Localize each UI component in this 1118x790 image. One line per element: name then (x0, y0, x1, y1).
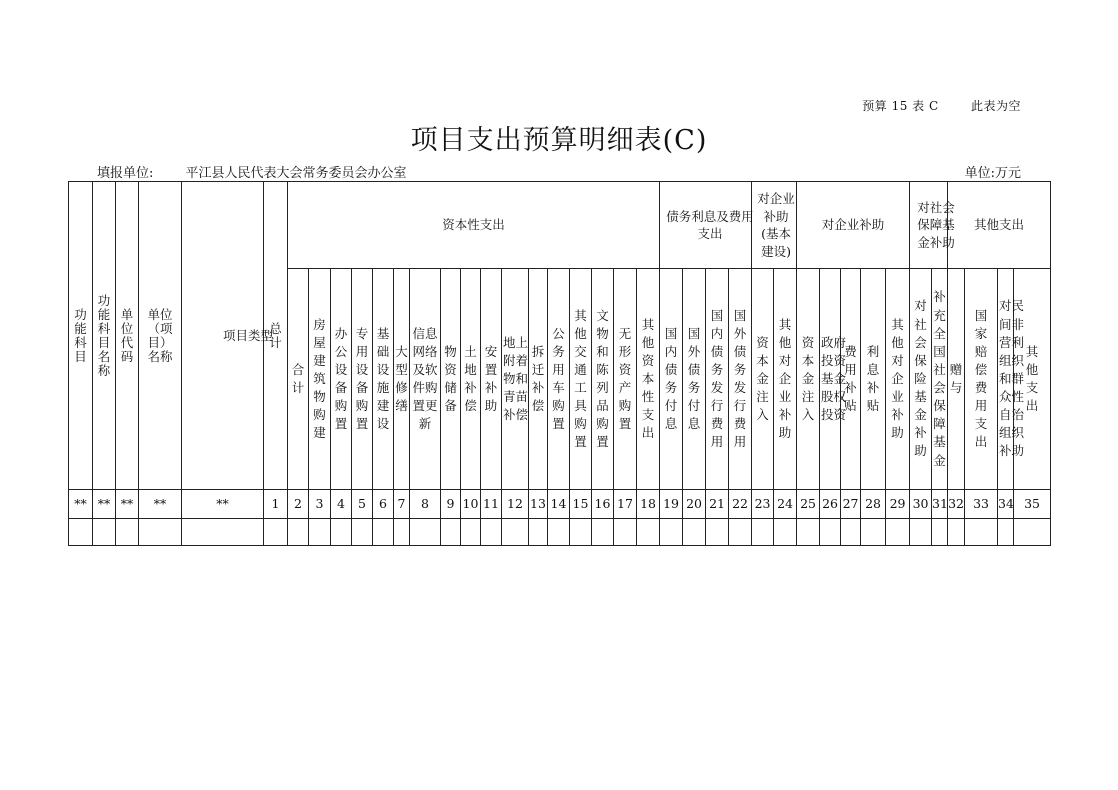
empty-cell (548, 519, 570, 546)
header-label: 总计 (269, 320, 282, 350)
code-cell: 5 (352, 490, 373, 519)
column-header (331, 269, 352, 490)
currency-unit: 单位:万元 (964, 166, 1021, 181)
header-cell (182, 182, 273, 490)
column-header-label: 其他资本性支出 (641, 316, 655, 441)
column-header-label: 公务用车购置 (552, 325, 565, 432)
empty-cell (683, 519, 706, 546)
column-header (410, 269, 441, 490)
header-label: 项目类型 (222, 327, 273, 343)
code-cell: 27 (841, 490, 861, 519)
group-header (752, 182, 797, 269)
column-header (441, 269, 461, 490)
empty-cell (660, 519, 683, 546)
empty-cell (570, 519, 592, 546)
empty-cell (948, 519, 965, 546)
empty-cell (614, 519, 637, 546)
group-header-label: 债务利息及费用支出 (666, 208, 754, 241)
column-header (614, 269, 637, 490)
code-cell: 32 (948, 490, 965, 519)
column-header-label: 其他支出 (1025, 343, 1039, 414)
column-header (570, 269, 592, 490)
column-header (729, 269, 752, 490)
column-header (309, 269, 331, 490)
empty-cell (886, 519, 910, 546)
column-header-label: 国外债务发行费用 (733, 307, 747, 450)
column-header-label: 政府投资基金股权投资 (821, 334, 847, 423)
table-code-note (862, 97, 1021, 114)
column-header-label: 大型修缮 (395, 343, 408, 414)
column-header-label: 文物和陈列品购置 (596, 307, 609, 450)
code-cell: 1 (264, 490, 288, 519)
header-label: 功能科目名称 (97, 292, 111, 378)
header-label: 单位（项目）名称 (147, 306, 173, 364)
column-header-label: 安置补助 (484, 343, 498, 414)
empty-cell (706, 519, 729, 546)
column-header-label: 国内债务发行费用 (710, 307, 724, 450)
empty-cell (820, 519, 841, 546)
column-header (774, 269, 797, 490)
column-header-label: 国外债务付息 (687, 325, 701, 432)
empty-cell (116, 519, 139, 546)
code-cell: 30 (910, 490, 932, 519)
empty-cell (93, 519, 116, 546)
code-cell: 14 (548, 490, 570, 519)
group-header-label: 资本性支出 (442, 217, 505, 233)
empty-cell (394, 519, 410, 546)
column-header (394, 269, 410, 490)
column-header (288, 269, 309, 490)
empty-cell (637, 519, 660, 546)
column-header (352, 269, 373, 490)
code-cell: 8 (410, 490, 441, 519)
column-header-label: 对民间非营利组织和群众性自治组织补助 (999, 298, 1025, 459)
code-cell: ** (139, 490, 182, 519)
empty-cell (502, 519, 529, 546)
empty-cell (592, 519, 614, 546)
column-header (932, 269, 948, 490)
code-cell: 13 (529, 490, 548, 519)
code-cell: 29 (886, 490, 910, 519)
group-header-label: 对社会保障基金补助 (917, 199, 955, 250)
group-header (288, 182, 660, 269)
column-header-label: 补充全国社会保障基金 (933, 289, 946, 468)
column-header-label: 国内债务付息 (664, 325, 678, 432)
code-cell: 35 (1014, 490, 1051, 519)
empty-cell (752, 519, 774, 546)
column-header (910, 269, 932, 490)
empty-cell (998, 519, 1014, 546)
column-header (752, 269, 774, 490)
code-cell: ** (182, 490, 264, 519)
code-cell: 9 (441, 490, 461, 519)
code-cell: 21 (706, 490, 729, 519)
header-label: 功能科目 (74, 306, 87, 364)
code-cell: 20 (683, 490, 706, 519)
column-header (660, 269, 683, 490)
group-header (797, 182, 910, 269)
empty-cell (1014, 519, 1051, 546)
column-header (797, 269, 820, 490)
column-header-label: 办公设备购置 (334, 325, 348, 432)
column-header (481, 269, 502, 490)
column-header-label: 费用补贴 (844, 343, 857, 414)
code-cell: ** (69, 490, 93, 519)
header-cell (93, 182, 116, 490)
empty-cell (331, 519, 352, 546)
column-header (948, 269, 965, 490)
column-header-label: 对社会保险基金补助 (914, 298, 927, 459)
empty-cell (841, 519, 861, 546)
empty-cell (139, 519, 182, 546)
page-title: 项目支出预算明细表(C) (410, 125, 708, 156)
code-cell: 12 (502, 490, 529, 519)
code-cell: 3 (309, 490, 331, 519)
column-header-label: 土地补偿 (464, 343, 477, 414)
code-cell: 15 (570, 490, 592, 519)
code-cell: 2 (288, 490, 309, 519)
column-header (841, 269, 861, 490)
group-header-label: 对企业补助 (821, 217, 885, 233)
code-cell: 16 (592, 490, 614, 519)
column-header (861, 269, 886, 490)
column-header (637, 269, 660, 490)
group-header-label: 其他支出 (974, 217, 1025, 233)
code-cell: 6 (373, 490, 394, 519)
code-cell: 7 (394, 490, 410, 519)
budget-table (68, 181, 1051, 546)
header-cell (69, 182, 93, 490)
code-cell: 18 (637, 490, 660, 519)
column-header (373, 269, 394, 490)
empty-cell (441, 519, 461, 546)
code-cell: 23 (752, 490, 774, 519)
empty-cell (965, 519, 998, 546)
empty-table-remark: 此表为空 (970, 99, 1021, 113)
group-header (948, 182, 1051, 269)
group-header (660, 182, 752, 269)
column-header-label: 合计 (291, 361, 305, 395)
group-header (910, 182, 955, 269)
column-header (592, 269, 614, 490)
column-header-label: 其他对企业补助 (891, 316, 904, 441)
code-cell: 26 (820, 490, 841, 519)
code-cell: 4 (331, 490, 352, 519)
empty-cell (288, 519, 309, 546)
column-header-label: 其他交通工具购置 (574, 307, 587, 450)
column-header-label: 地上附着物和青苗补偿 (502, 334, 528, 423)
fill-unit-label: 填报单位: (97, 166, 154, 181)
code-cell: 34 (998, 490, 1014, 519)
code-cell: ** (93, 490, 116, 519)
empty-cell (529, 519, 548, 546)
code-cell: 11 (481, 490, 502, 519)
column-header-label: 资本金注入 (801, 334, 815, 423)
column-header-label: 无形资产购置 (618, 325, 632, 432)
empty-cell (264, 519, 288, 546)
column-header-label: 专用设备购置 (355, 325, 369, 432)
header-cell (139, 182, 182, 490)
column-header (820, 269, 847, 490)
empty-cell (410, 519, 441, 546)
column-header (502, 269, 529, 490)
empty-cell (932, 519, 948, 546)
column-header-label: 基础设施建设 (376, 325, 390, 432)
column-header-label: 信息网络及软件购置更新 (412, 325, 438, 432)
empty-cell (182, 519, 264, 546)
column-header-label: 资本金注入 (756, 334, 769, 423)
empty-cell (910, 519, 932, 546)
column-header (529, 269, 548, 490)
code-cell: 19 (660, 490, 683, 519)
code-cell: 33 (965, 490, 998, 519)
column-header-label: 房屋建筑物购建 (313, 316, 326, 441)
code-cell: 24 (774, 490, 797, 519)
column-header (886, 269, 910, 490)
column-header-label: 赠与 (949, 361, 963, 395)
column-header-label: 利息补贴 (866, 343, 880, 414)
code-cell: 28 (861, 490, 886, 519)
empty-cell (729, 519, 752, 546)
empty-cell (797, 519, 820, 546)
column-header (965, 269, 998, 490)
column-header (461, 269, 481, 490)
column-header-label: 国家赔偿费用支出 (974, 307, 988, 450)
empty-cell (309, 519, 331, 546)
code-cell: 22 (729, 490, 752, 519)
empty-cell (861, 519, 886, 546)
column-header-label: 物资储备 (444, 343, 457, 414)
empty-cell (69, 519, 93, 546)
empty-cell (481, 519, 502, 546)
code-cell: 10 (461, 490, 481, 519)
code-cell: 25 (797, 490, 820, 519)
code-cell: ** (116, 490, 139, 519)
column-header (683, 269, 706, 490)
column-header (998, 269, 1025, 490)
header-label: 单位代码 (120, 306, 134, 364)
column-header (706, 269, 729, 490)
header-cell (116, 182, 139, 490)
empty-cell (352, 519, 373, 546)
column-header-label: 拆迁补偿 (531, 343, 545, 414)
code-cell: 17 (614, 490, 637, 519)
empty-cell (373, 519, 394, 546)
table-code: 预算 15 表 C (862, 99, 939, 113)
column-header (548, 269, 570, 490)
report-info-line (97, 162, 1021, 181)
empty-cell (461, 519, 481, 546)
code-cell: 31 (932, 490, 948, 519)
group-header-label: 对企业补助(基本建设) (757, 191, 795, 259)
column-header-label: 其他对企业补助 (778, 316, 792, 441)
fill-unit-value: 平江县人民代表大会常务委员会办公室 (185, 166, 407, 181)
empty-cell (774, 519, 797, 546)
